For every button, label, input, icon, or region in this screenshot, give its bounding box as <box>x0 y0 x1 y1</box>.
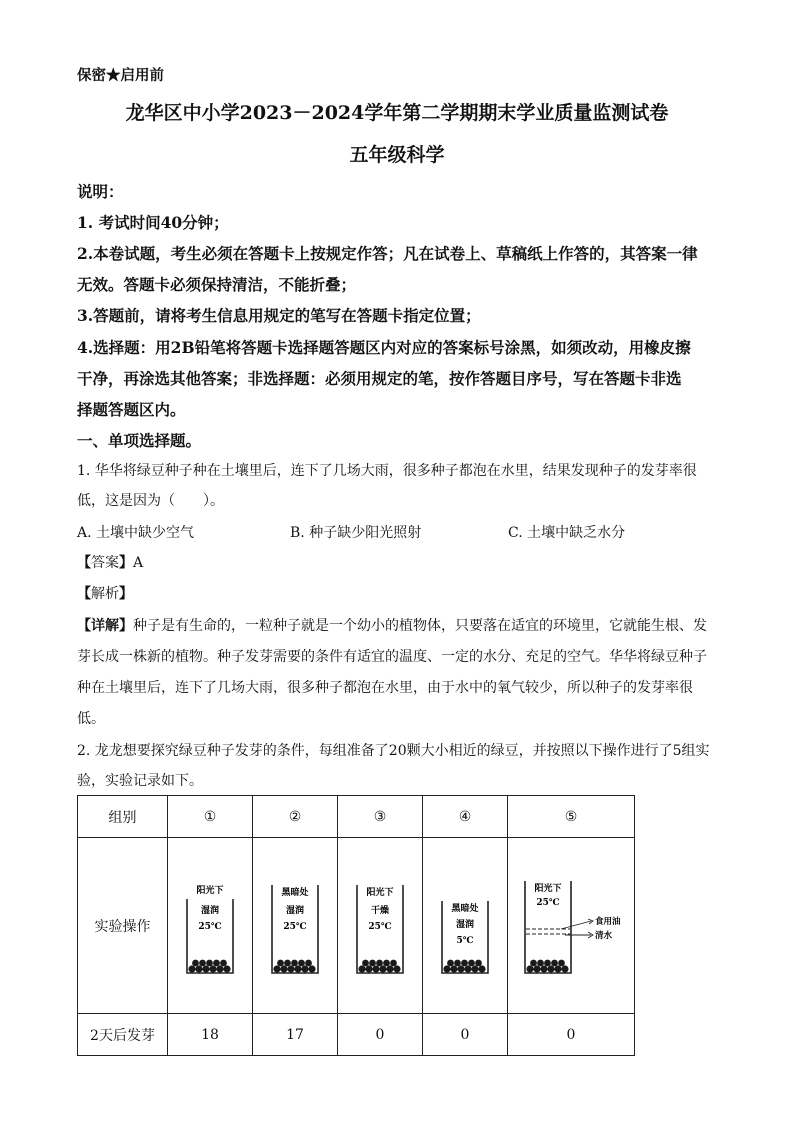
group-5: ⑤ <box>508 796 635 838</box>
answer-tag: 答案 <box>91 555 119 571</box>
seed <box>192 959 199 966</box>
water-label: 清水 <box>595 930 613 941</box>
result-3: 0 <box>338 1014 423 1056</box>
beaker-5-seeds <box>526 959 568 972</box>
beaker-cell-5 <box>508 838 635 1014</box>
secret-label: 保密★启用前 <box>77 67 164 84</box>
q1-answer: 【答案】A <box>77 555 144 571</box>
instruction-2-line2: 无效。答题卡必须保持清洁，不能折叠； <box>77 275 357 294</box>
beaker-2 <box>260 871 330 981</box>
seed <box>188 965 195 972</box>
seed <box>558 959 565 966</box>
group-3: ③ <box>338 796 423 838</box>
q1-detail-line3: 种在土壤里后，连下了几场大雨，很多种子都泡在水里，由于水中的氧气较少，所以种子的发芽率很 <box>77 680 693 696</box>
beaker-5 <box>513 871 629 981</box>
beaker-4-label-1: 黑暗处 <box>451 903 479 914</box>
beaker-1-label-3: 25℃ <box>198 921 222 932</box>
seed <box>213 959 220 966</box>
beaker-4-label-2: 湿润 <box>455 919 475 930</box>
beaker-3-label-1: 阳光下 <box>366 887 394 898</box>
seed <box>358 965 365 972</box>
instruction-4-line2: 干净，再涂选其他答案；非选择题：必须用规定的笔，按作答题目序号，写在答题卡非选 <box>77 369 682 388</box>
seed <box>540 965 547 972</box>
seed <box>379 965 386 972</box>
seed <box>369 959 376 966</box>
section-heading: 一、单项选择题。 <box>77 431 202 450</box>
seed <box>202 965 209 972</box>
seed <box>284 959 291 966</box>
row-header-result: 2天后发芽 <box>78 1014 168 1056</box>
group-2: ② <box>253 796 338 838</box>
row-header-group: 组别 <box>78 796 168 838</box>
seed <box>447 959 454 966</box>
seed <box>544 959 551 966</box>
seed <box>471 965 478 972</box>
instruction-3: 3.答题前，请将考生信息用规定的笔写在答题卡指定位置； <box>77 306 481 325</box>
seed <box>287 965 294 972</box>
beaker-cell-3 <box>338 838 423 1014</box>
table-row-results <box>78 1014 635 1056</box>
beaker-2-label-2: 湿润 <box>285 905 305 916</box>
beaker-3-seeds <box>358 959 400 972</box>
beaker-cell-4 <box>423 838 508 1014</box>
exam-title: 龙华区中小学2023－2024学年第二学期期末学业质量监测试卷 <box>125 102 669 124</box>
seed <box>308 965 315 972</box>
seed <box>305 959 312 966</box>
q1-stem-line1: 1. 华华将绿豆种子种在土壤里后，连下了几场大雨，很多种子都泡在水里，结果发现种子的发芽率很 <box>77 463 697 479</box>
beaker-4-seeds <box>443 959 485 972</box>
q1-stem-line2: 低，这是因为（ ）。 <box>77 493 224 509</box>
analysis-tag: 解析 <box>91 586 119 602</box>
beaker-1-label-1: 阳光下 <box>196 885 224 896</box>
q1-analysis: 【解析】 <box>77 586 133 602</box>
seed <box>537 959 544 966</box>
seed <box>533 965 540 972</box>
beaker-1-label-2: 湿润 <box>200 905 220 916</box>
answer-value: A <box>133 555 144 571</box>
q1-detail-line1: 【详解】种子是有生命的，一粒种子就是一个幼小的植物体，只要落在适宜的环境里，它就能生根、发 <box>77 618 707 634</box>
group-1: ① <box>168 796 253 838</box>
seed <box>468 959 475 966</box>
seed <box>551 959 558 966</box>
seed <box>195 965 202 972</box>
beaker-1-seeds <box>188 959 230 972</box>
seed <box>547 965 554 972</box>
seed <box>454 959 461 966</box>
seed <box>376 959 383 966</box>
seed <box>277 959 284 966</box>
seed <box>273 965 280 972</box>
instruction-4-line3: 择题答题区内。 <box>77 400 186 419</box>
beaker-3-label-2: 干燥 <box>370 905 390 916</box>
q2-stem-line2: 验，实验记录如下。 <box>77 773 203 789</box>
beaker-2-seeds <box>273 959 315 972</box>
instruction-2-line1: 2.本卷试题，考生必须在答题卡上按规定作答；凡在试卷上、草稿纸上作答的，其答案一律 <box>77 244 698 263</box>
instruction-4-line1: 4.选择题：用2B铅笔将答题卡选择题答题区内对应的答案标号涂黑，如须改动，用橡皮擦 <box>77 338 691 357</box>
seed <box>457 965 464 972</box>
seed <box>530 959 537 966</box>
beaker-3 <box>345 871 415 981</box>
beaker-3-label-3: 25℃ <box>368 921 392 932</box>
seed <box>554 965 561 972</box>
seed <box>280 965 287 972</box>
seed <box>209 965 216 972</box>
seed <box>223 965 230 972</box>
beaker-1 <box>175 871 245 981</box>
q2-stem-line1: 2. 龙龙想要探究绿豆种子发芽的条件，每组准备了20颗大小相近的绿豆，并按照以下操作进行了5组实 <box>77 743 710 759</box>
seed <box>450 965 457 972</box>
seed <box>443 965 450 972</box>
seed <box>386 965 393 972</box>
beaker-4 <box>430 871 500 981</box>
seed <box>365 965 372 972</box>
result-5: 0 <box>508 1014 635 1056</box>
q1-detail-line4: 低。 <box>77 711 105 727</box>
seed <box>383 959 390 966</box>
seed <box>294 965 301 972</box>
instruction-1: 1. 考试时间40分钟； <box>77 213 229 232</box>
result-2: 17 <box>253 1014 338 1056</box>
oil-label: 食用油 <box>595 916 621 927</box>
result-1: 18 <box>168 1014 253 1056</box>
seed <box>362 959 369 966</box>
seed <box>216 965 223 972</box>
q1-option-a: A. 土壤中缺少空气 <box>77 525 195 541</box>
seed <box>206 959 213 966</box>
seed <box>291 959 298 966</box>
seed <box>393 965 400 972</box>
detail-tag: 详解 <box>91 618 119 634</box>
seed <box>475 959 482 966</box>
oil-pointer <box>561 921 591 929</box>
row-header-operation: 实验操作 <box>78 838 168 1014</box>
exam-subtitle: 五年级科学 <box>349 144 445 166</box>
experiment-table <box>77 795 635 1056</box>
beaker-5-label-1: 阳光下 <box>534 883 562 894</box>
beaker-2-label-3: 25℃ <box>283 921 307 932</box>
seed <box>390 959 397 966</box>
seed <box>464 965 471 972</box>
beaker-cell-2 <box>253 838 338 1014</box>
beaker-5-label-2: 25℃ <box>536 897 560 908</box>
beaker-cell-1 <box>168 838 253 1014</box>
seed <box>561 965 568 972</box>
q1-option-c: C. 土壤中缺乏水分 <box>508 525 626 541</box>
seed <box>526 965 533 972</box>
seed <box>199 959 206 966</box>
seed <box>220 959 227 966</box>
instructions-heading: 说明： <box>77 182 124 201</box>
seed <box>372 965 379 972</box>
seed <box>298 959 305 966</box>
table-row-operations <box>78 838 635 1014</box>
group-4: ④ <box>423 796 508 838</box>
seed <box>478 965 485 972</box>
q1-option-b: B. 种子缺少阳光照射 <box>290 525 422 541</box>
table-row-groups <box>78 796 635 838</box>
seed <box>301 965 308 972</box>
q1-detail-line2: 芽长成一株新的植物。种子发芽需要的条件有适宜的温度、一定的水分、充足的空气。华华将绿豆种子 <box>77 649 707 665</box>
beaker-4-label-3: 5℃ <box>456 935 474 946</box>
beaker-2-label-1: 黑暗处 <box>281 887 309 898</box>
result-4: 0 <box>423 1014 508 1056</box>
seed <box>461 959 468 966</box>
